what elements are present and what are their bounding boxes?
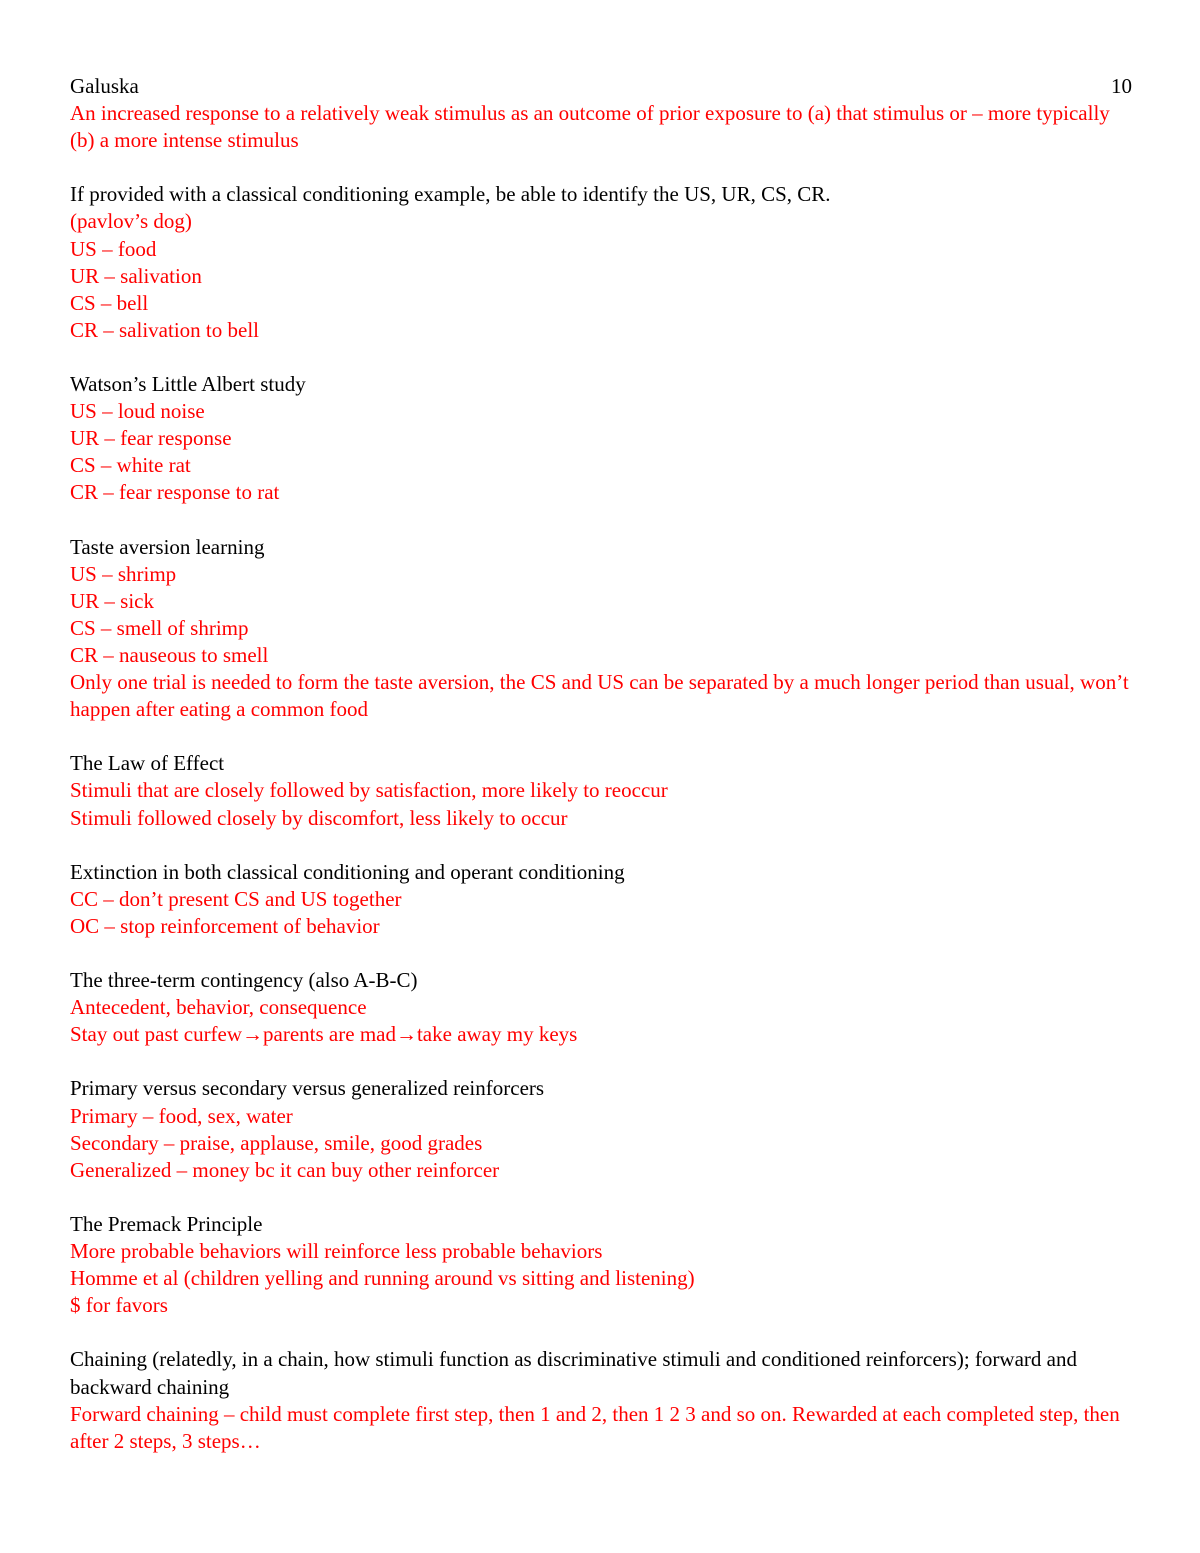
page-header [70, 73, 1132, 100]
author-name: Galuska [70, 74, 139, 98]
prompt-text: Primary versus secondary versus generalized reinforcers [70, 1076, 545, 1101]
answer-text: Homme et al (children yelling and running around vs sitting and listening) [70, 1266, 695, 1291]
section-spacer [70, 723, 1132, 750]
answer-text: Stay out past curfew→parents are mad→take away my keys [70, 1022, 578, 1047]
answer-text: $ for favors [70, 1293, 168, 1318]
answer-text: CS – smell of shrimp [70, 615, 249, 640]
prompt-text: The three-term contingency (also A-B-C) [70, 968, 418, 993]
section-spacer [70, 507, 1132, 534]
section-spacer [70, 344, 1132, 371]
answer-text: An increased response to a relatively weak stimulus as an outcome of prior exposure to (a) that stimulus or – more typically (b) a more intense stimulus [70, 101, 1116, 153]
prompt-text: Extinction in both classical conditioning and operant conditioning [70, 859, 625, 884]
notes-section [70, 1075, 1132, 1183]
answer-text: Stimuli that are closely followed by satisfaction, more likely to reoccur [70, 778, 668, 803]
notes-body [70, 100, 1132, 1455]
answer-text: CR – salivation to bell [70, 317, 259, 342]
notes-section [70, 1346, 1132, 1454]
notes-section [70, 1211, 1132, 1319]
notes-section [70, 534, 1132, 724]
answer-text: (pavlov’s dog) [70, 209, 192, 234]
prompt-text: Chaining (relatedly, in a chain, how stimuli function as discriminative stimuli and conditioned reinforcers); forward and backward chaining [70, 1347, 1083, 1399]
answer-text: UR – salivation [70, 263, 202, 288]
section-spacer [70, 1184, 1132, 1211]
prompt-text: The Law of Effect [70, 751, 225, 776]
answer-text: CS – bell [70, 290, 149, 315]
section-spacer [70, 1319, 1132, 1346]
answer-text: US – loud noise [70, 399, 205, 424]
prompt-text: If provided with a classical conditioning example, be able to identify the US, UR, CS, CR. [70, 182, 831, 207]
answer-text: CC – don’t present CS and US together [70, 886, 402, 911]
answer-text: Only one trial is needed to form the taste aversion, the CS and US can be separated by a much longer period than usual, won’t happen after eating a common food [70, 670, 1134, 722]
answer-text: Forward chaining – child must complete first step, then 1 and 2, then 1 2 3 and so on. Rewarded at each completed step, then after 2 steps, 3 steps… [70, 1401, 1125, 1453]
notes-section [70, 181, 1132, 344]
answer-text: More probable behaviors will reinforce less probable behaviors [70, 1239, 603, 1264]
answer-text: US – shrimp [70, 561, 177, 586]
notes-section [70, 750, 1132, 831]
answer-text: CR – nauseous to smell [70, 642, 269, 667]
answer-text: OC – stop reinforcement of behavior [70, 913, 380, 938]
answer-text: Antecedent, behavior, consequence [70, 995, 367, 1020]
answer-text: US – food [70, 236, 157, 261]
notes-section [70, 100, 1132, 154]
section-spacer [70, 154, 1132, 181]
document-page [70, 73, 1132, 1455]
answer-text: Generalized – money bc it can buy other reinforcer [70, 1157, 500, 1182]
prompt-text: Watson’s Little Albert study [70, 372, 306, 397]
notes-section [70, 371, 1132, 506]
prompt-text: The Premack Principle [70, 1211, 263, 1236]
section-spacer [70, 940, 1132, 967]
notes-section [70, 859, 1132, 940]
answer-text: Secondary – praise, applause, smile, good grades [70, 1130, 483, 1155]
notes-section [70, 967, 1132, 1048]
section-spacer [70, 832, 1132, 859]
answer-text: UR – sick [70, 588, 154, 613]
answer-text: Primary – food, sex, water [70, 1103, 293, 1128]
answer-text: Stimuli followed closely by discomfort, less likely to occur [70, 805, 568, 830]
prompt-text: Taste aversion learning [70, 534, 265, 559]
section-spacer [70, 1048, 1132, 1075]
answer-text: UR – fear response [70, 426, 232, 451]
answer-text: CS – white rat [70, 453, 191, 478]
answer-text: CR – fear response to rat [70, 480, 280, 505]
page-number: 10 [1111, 74, 1132, 98]
